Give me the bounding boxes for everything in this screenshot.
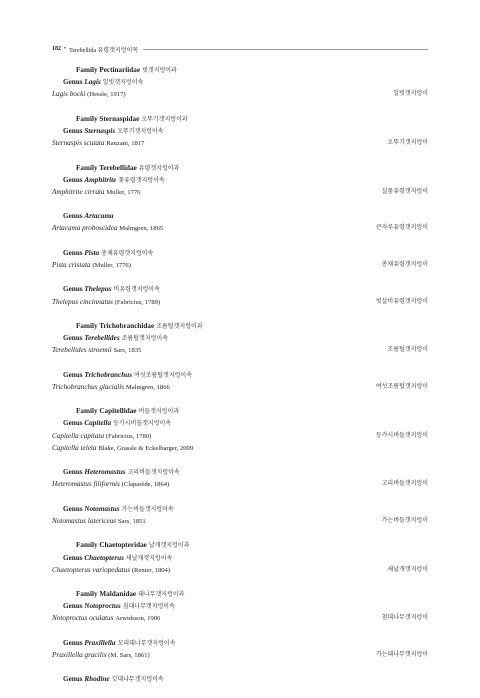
- genus-line: [52, 247, 428, 259]
- family-korean-name: 오뚜기갯지렁이과: [141, 115, 188, 123]
- family-korean-name: 빗갯지렁이과: [142, 67, 177, 74]
- species-korean-name: 총채유령갯지렁이: [381, 261, 428, 268]
- taxon-group: [52, 503, 428, 527]
- species-name: Capitella capitata: [52, 431, 105, 440]
- family-korean-name: 조름털갯지렁이과: [156, 322, 203, 330]
- genus-korean-name: 꼬리대나무갯지렁이속: [117, 639, 176, 647]
- genus-korean-name: 고리버들갯지렁이속: [127, 469, 180, 477]
- genus-name: Heteromastus: [84, 468, 126, 477]
- genus-line: [52, 369, 428, 381]
- family-line: [52, 539, 428, 551]
- taxon-group: [52, 588, 428, 625]
- species-line: [52, 296, 428, 308]
- genus-name: Terebellides: [84, 334, 120, 343]
- taxon-group: [52, 247, 428, 271]
- species-name: Terebellides stroemii: [52, 346, 112, 355]
- family-line: [52, 162, 428, 174]
- species-line: [52, 612, 428, 624]
- family-korean-name: 날개갯지렁이과: [148, 542, 190, 550]
- species-korean-name: 등가시버들갯지렁이: [375, 431, 428, 439]
- species-author: Muller, 1776: [106, 188, 141, 196]
- family-name: Family Chaetopteridae: [76, 541, 147, 550]
- species-author: (Claparède, 1864): [121, 481, 170, 489]
- species-line: [52, 186, 428, 198]
- genus-prefix: Genus: [63, 370, 83, 379]
- species-korean-name: 가는대나무갯지렁이: [375, 651, 428, 658]
- genus-name: Notomastus: [84, 504, 120, 513]
- species-line: [52, 564, 428, 576]
- genus-prefix: Genus: [63, 468, 83, 477]
- taxon-group: [52, 405, 428, 454]
- genus-korean-name: 오뚜기갯지렁이속: [117, 127, 164, 135]
- genus-prefix: Genus: [63, 334, 83, 343]
- species-line: [52, 478, 428, 490]
- family-korean-name: 유령갯지렁이과: [138, 164, 180, 172]
- species-author: (Fabricius, 1780): [105, 432, 152, 440]
- family-name: Family Capitellidae: [76, 407, 137, 416]
- species-name: Heteromastus filiformis: [52, 480, 120, 489]
- family-line: [52, 320, 428, 332]
- taxon-group: [52, 320, 428, 357]
- species-name: Lagis bocki: [52, 90, 86, 99]
- species-name: Praxillella gracilis: [52, 651, 107, 659]
- genus-prefix: Genus: [63, 285, 83, 294]
- species-line: [52, 137, 428, 149]
- genus-prefix: Genus: [63, 419, 83, 428]
- species-name: Notomastus latericeus: [52, 516, 117, 525]
- species-author: (Renier, 1804): [131, 566, 171, 574]
- genus-prefix: Genus: [63, 638, 83, 647]
- species-author: Ranzani, 1817: [106, 140, 145, 148]
- genus-korean-name: 비유령갯지렁이속: [113, 286, 160, 294]
- genus-prefix: Genus: [63, 175, 83, 184]
- genus-korean-name: 여섯조름털갯지렁이속: [134, 371, 193, 379]
- species-line: [52, 222, 428, 234]
- genus-prefix: Genus: [63, 675, 83, 684]
- genus-korean-name: 일빗갯지렁이속: [102, 79, 144, 87]
- species-author: (M. Sars, 1861): [108, 652, 150, 659]
- species-korean-name: 새날개갯지렁이: [387, 565, 428, 573]
- genus-name: Praxillella: [84, 638, 116, 647]
- genus-line: [52, 466, 428, 478]
- header-rule: [143, 49, 428, 50]
- genus-prefix: Genus: [63, 248, 83, 257]
- taxon-group: [52, 673, 428, 685]
- genus-prefix: Genus: [63, 504, 83, 513]
- family-line: [52, 405, 428, 417]
- genus-name: Capitella: [84, 419, 112, 428]
- taxon-group: [52, 64, 428, 101]
- species-korean-name: 침대나무갯지렁이: [381, 614, 428, 622]
- species-author: Arwidsson, 1906: [115, 615, 161, 623]
- species-korean-name: 큰자루유령갯지렁이: [375, 224, 428, 232]
- species-line: [52, 88, 428, 100]
- taxon-group: [52, 162, 428, 199]
- taxon-group: [52, 539, 428, 576]
- taxon-group: [52, 466, 428, 490]
- species-name: Amphitrite cirrata: [52, 187, 105, 196]
- species-line: [52, 515, 428, 527]
- species-name: Notoproctus oculatus: [52, 614, 114, 623]
- species-line: [52, 430, 428, 442]
- species-korean-name: 빗살비유령갯지렁이: [375, 297, 428, 305]
- genus-line: [52, 76, 428, 88]
- family-line: [52, 64, 428, 76]
- genus-prefix: Genus: [63, 78, 83, 87]
- taxon-group: [52, 637, 428, 661]
- species-author: Malmgren, 1865: [119, 225, 164, 233]
- species-korean-name: 고리버들갯지렁이: [381, 480, 428, 488]
- family-name: Family Terebellidae: [76, 163, 137, 172]
- species-author: (Muller, 1776): [92, 262, 131, 269]
- species-korean-name: 실꽃유령갯지렁이: [381, 187, 428, 195]
- taxon-group: [52, 113, 428, 150]
- genus-name: Chaetopterus: [84, 553, 124, 562]
- taxon-group: [52, 210, 428, 234]
- genus-line: [52, 637, 428, 649]
- genus-korean-name: 가는버들갯지렁이속: [121, 505, 174, 513]
- genus-line: [52, 125, 428, 137]
- genus-prefix: Genus: [63, 553, 83, 562]
- family-name: Family Maldanidae: [76, 590, 137, 599]
- genus-korean-name: 새날개갯지렁이속: [125, 554, 173, 562]
- species-name: Capitella teleta: [52, 443, 97, 452]
- running-header: [52, 43, 428, 55]
- genus-line: [52, 673, 428, 685]
- genus-line: [52, 600, 428, 612]
- species-name: Artacama proboscidea: [52, 224, 118, 233]
- taxon-list: [52, 64, 428, 698]
- species-korean-name: 조름털갯지렁이: [387, 346, 428, 354]
- family-name: Family Trichobranchidae: [76, 321, 155, 330]
- species-author: (Fabricius, 1780): [114, 298, 161, 306]
- genus-name: Notoproctus: [84, 602, 121, 611]
- genus-line: [52, 210, 428, 222]
- genus-name: Artacama: [84, 212, 114, 221]
- genus-line: [52, 503, 428, 515]
- genus-line: [52, 332, 428, 344]
- family-name: Family Sternaspidae: [76, 114, 140, 123]
- genus-line: [52, 417, 428, 429]
- genus-line: [52, 283, 428, 295]
- header-separator: •: [64, 46, 67, 52]
- species-line: [52, 259, 428, 271]
- taxon-group: [52, 283, 428, 307]
- genus-name: Rhodine: [84, 675, 110, 684]
- family-name: Family Pectinariidae: [76, 66, 141, 74]
- genus-name: Sternaspis: [84, 126, 116, 135]
- genus-prefix: Genus: [63, 602, 83, 611]
- species-line: [52, 442, 428, 454]
- genus-korean-name: 총채유령갯지렁이속: [101, 249, 154, 257]
- genus-korean-name: 침대나무갯지렁이속: [122, 603, 175, 611]
- species-author: Sars, 1835: [113, 347, 142, 355]
- species-author: (Hessle, 1917): [87, 91, 126, 99]
- section-title: Terebellida 유령갯지렁이목: [69, 47, 139, 54]
- genus-prefix: Genus: [63, 126, 83, 135]
- species-name: Sternaspis scutata: [52, 139, 105, 148]
- species-korean-name: 여섯조름털갯지렁이: [375, 382, 428, 390]
- genus-name: Trichobranchus: [84, 370, 133, 379]
- genus-korean-name: 꽃유령갯지렁이속: [118, 176, 165, 184]
- genus-line: [52, 174, 428, 186]
- species-line: [52, 344, 428, 356]
- page-number: 182: [52, 46, 61, 52]
- genus-korean-name: 깃대나무갯지렁이속: [111, 676, 164, 684]
- family-line: [52, 588, 428, 600]
- family-line: [52, 113, 428, 125]
- taxon-group: [52, 369, 428, 393]
- genus-name: Amphitrite: [84, 175, 117, 184]
- species-korean-name: 가는버들갯지렁이: [381, 516, 428, 524]
- species-author: Blake, Grassle & Eckelbarger, 2009: [98, 444, 194, 452]
- species-author: Sars, 1851: [117, 517, 146, 525]
- species-name: Chaetopterus variopedatus: [52, 565, 131, 574]
- species-name: Trichobranchus glacialis: [52, 382, 125, 391]
- genus-name: Lagis: [84, 78, 101, 87]
- genus-korean-name: 조름털갯지렁이속: [121, 335, 169, 343]
- family-korean-name: 버들갯지렁이과: [138, 408, 180, 416]
- genus-name: Thelepus: [84, 285, 112, 294]
- species-korean-name: 일빗갯지렁이: [393, 90, 428, 98]
- genus-line: [52, 552, 428, 564]
- genus-korean-name: 등가시버들갯지렁이속: [113, 420, 172, 428]
- genus-prefix: Genus: [63, 212, 83, 221]
- family-korean-name: 대나무갯지렁이과: [138, 591, 185, 599]
- species-name: Pista cristata: [52, 261, 91, 269]
- species-line: [52, 381, 428, 393]
- genus-name: Pista: [84, 248, 100, 257]
- species-line: [52, 649, 428, 661]
- species-korean-name: 오뚜기갯지렁이: [387, 139, 428, 147]
- species-name: Thelepus cincinnatus: [52, 297, 113, 306]
- species-author: Malmgren, 1866: [125, 383, 170, 391]
